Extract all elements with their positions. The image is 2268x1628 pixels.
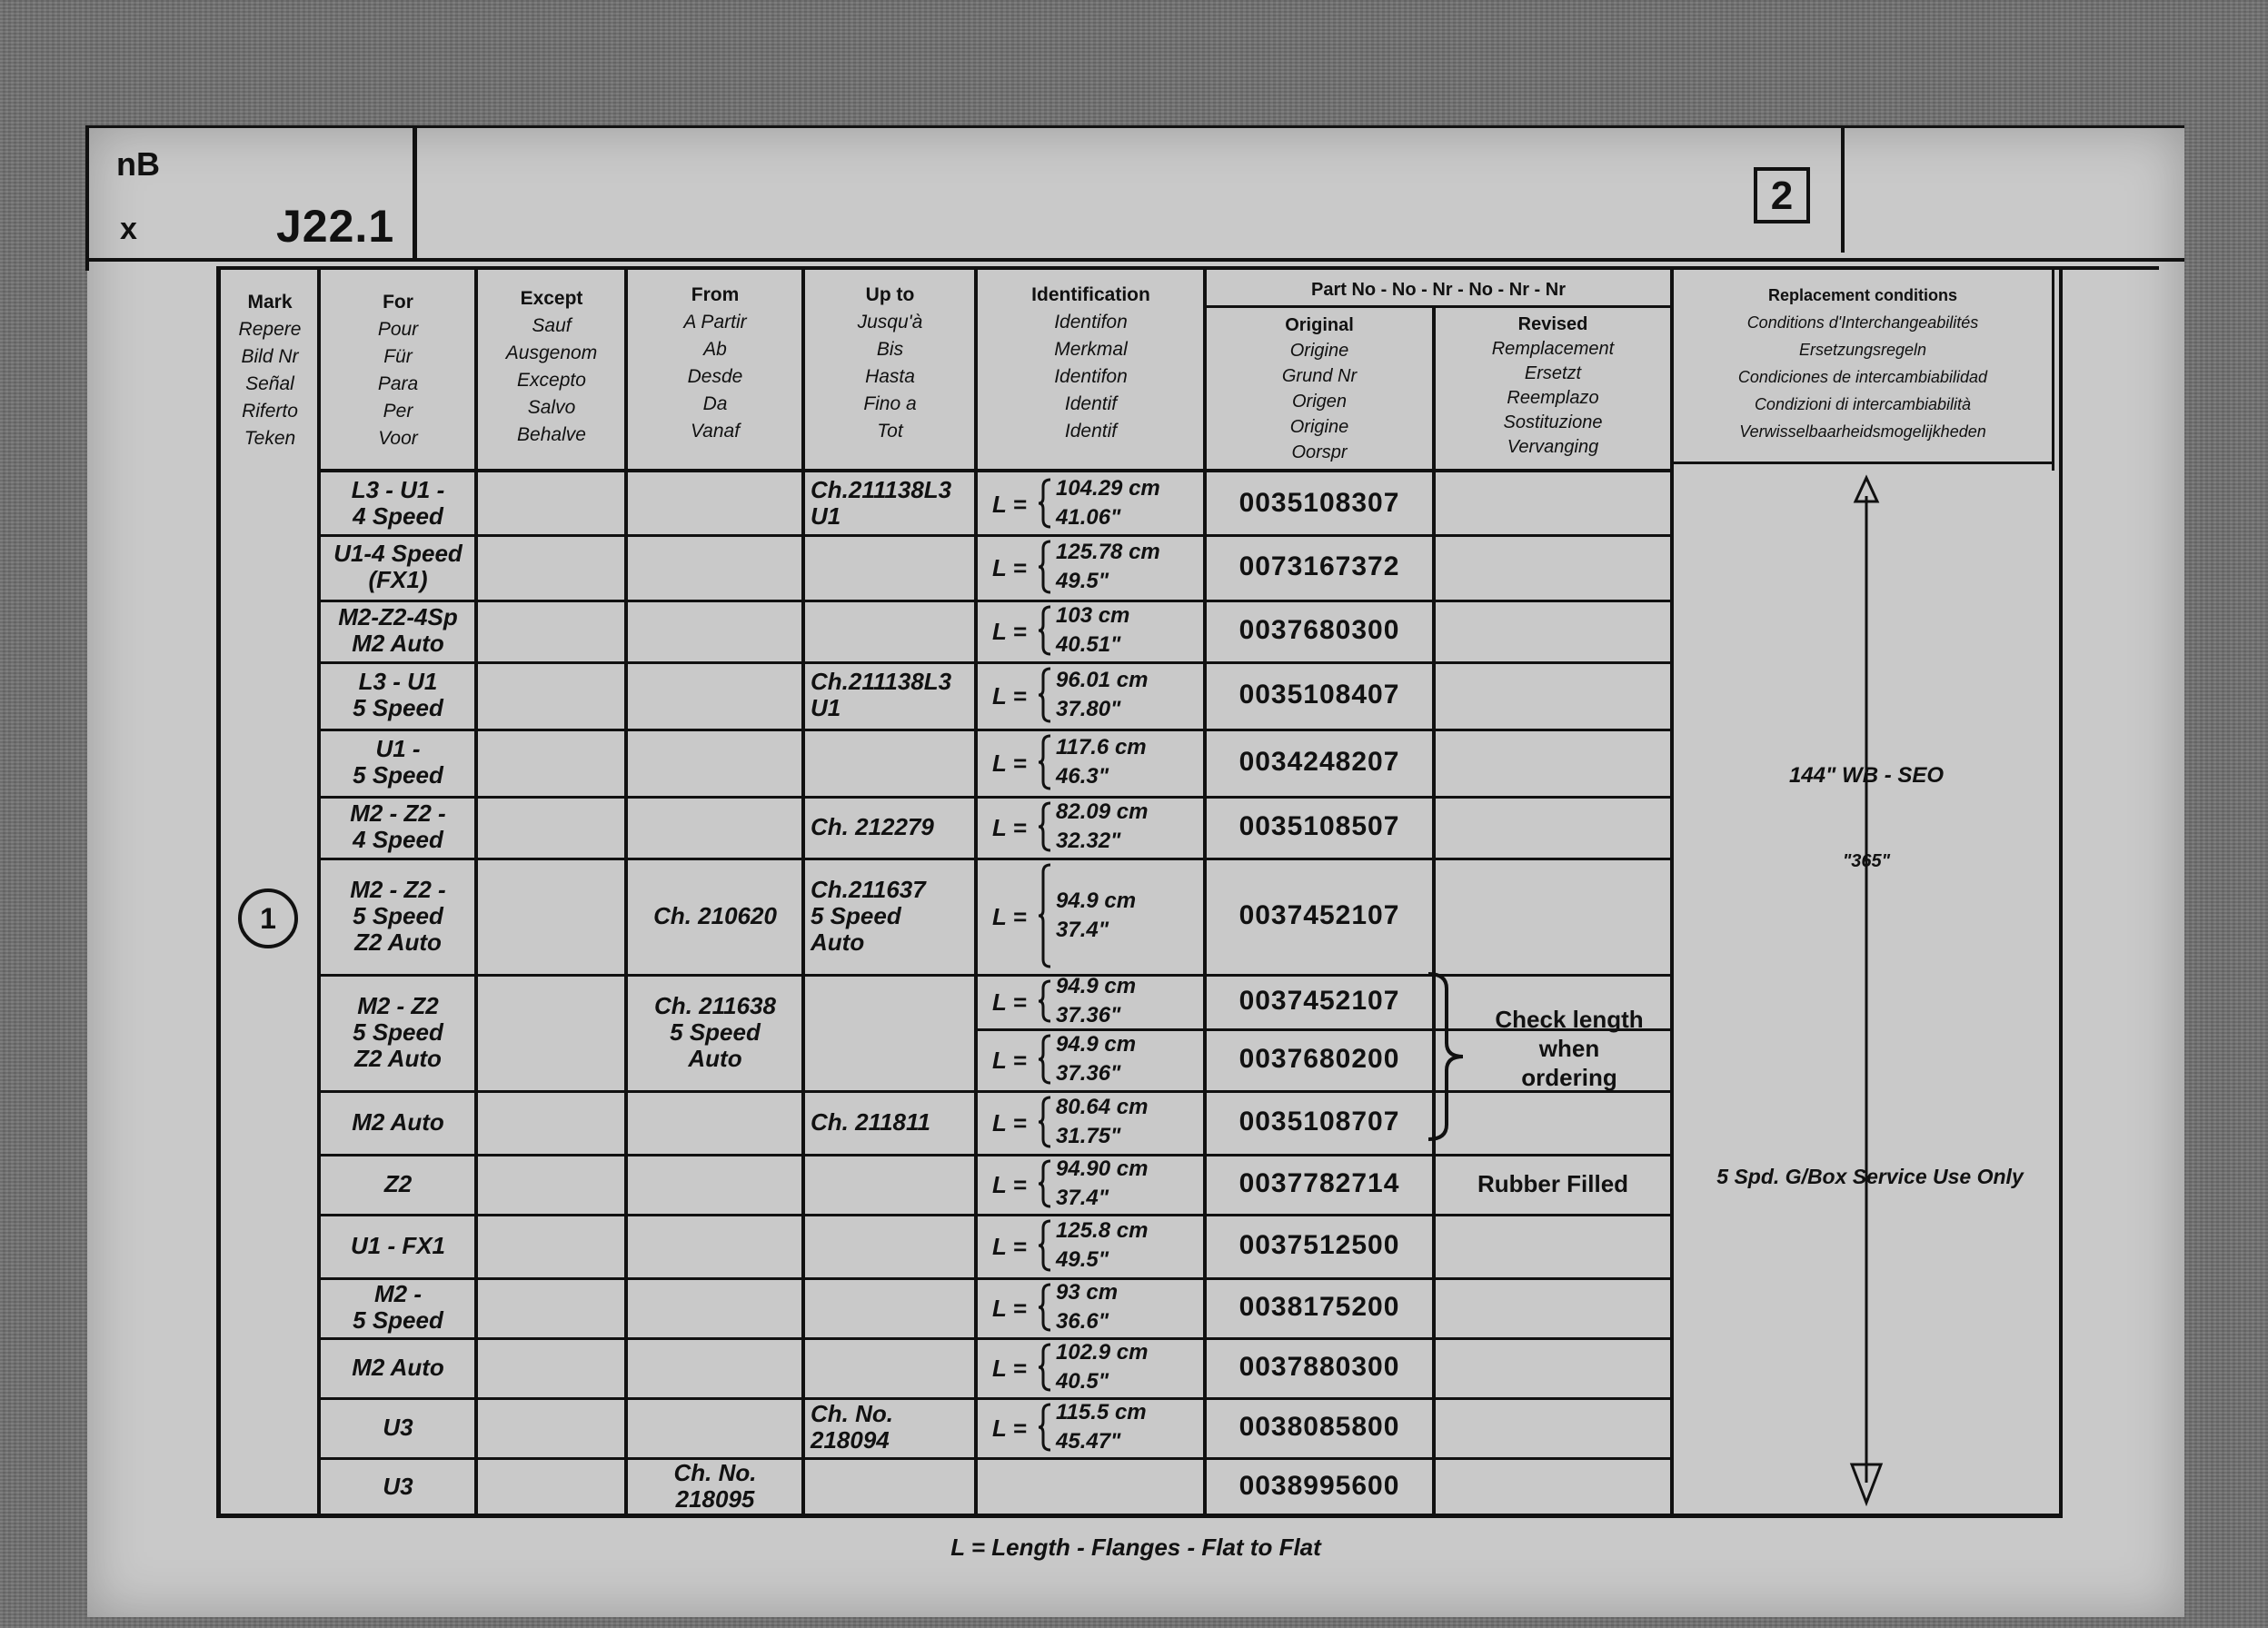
- row-separator: [321, 729, 1670, 731]
- header-left-border: [85, 125, 89, 271]
- microfiche-card: [87, 125, 2184, 1617]
- row-upto-cell: Ch.211138L3 U1: [811, 476, 952, 530]
- col-upto-header: Up to Jusqu'à Bis Hasta Fino a Tot: [857, 284, 923, 442]
- col-replacement-header: Replacement conditions Conditions d'Interchangeabilités Ersetzungsregeln Condiciones de intercambiabilidad Condizioni di intercambiabilità Verwisselbaarheidsmogelijkheden: [1737, 286, 1988, 441]
- row-for-cell: U1 - FX1: [350, 1231, 446, 1259]
- row-id-in: 37.36": [1056, 1003, 1121, 1027]
- row-id-cm: 94.9 cm: [1056, 1032, 1137, 1057]
- row-separator: [321, 1277, 1670, 1280]
- page-number-box: 2: [1754, 167, 1810, 223]
- row-separator: [321, 1397, 1670, 1400]
- row-for-cell: L3 - U1 5 Speed: [353, 668, 443, 721]
- row-separator: [321, 661, 1670, 664]
- header-bottom-border: [87, 258, 2184, 262]
- row-id-prefix: L =: [992, 554, 1027, 581]
- col-partno-header: Part No - No - Nr - No - Nr - Nr: [1311, 280, 1566, 300]
- header-divider-2: [1841, 125, 1845, 253]
- row-separator: [321, 858, 1670, 860]
- row-for-cell: U3: [383, 1413, 413, 1441]
- row-id-in: 40.5": [1056, 1369, 1109, 1394]
- row-id-brace: [1038, 979, 1052, 1023]
- row-id-cm: 94.90 cm: [1056, 1156, 1149, 1181]
- row-part-number: 0035108407: [1238, 680, 1400, 710]
- row-id-brace: [1038, 1219, 1052, 1272]
- row-id-brace: [1038, 1343, 1052, 1392]
- col-ident-header: Identification Identifon Merkmal Identifon Identif Identif: [1031, 284, 1150, 442]
- row-separator: [321, 1154, 1670, 1156]
- row-id-brace: [1038, 1159, 1052, 1208]
- row-id-in: 40.51": [1056, 632, 1121, 657]
- table-right-border: [2059, 266, 2063, 1517]
- row-id-prefix: L =: [992, 1047, 1027, 1074]
- row-part-number: 0038085800: [1238, 1412, 1400, 1442]
- row-upto-cell: Ch. 211811: [811, 1107, 931, 1136]
- row-separator: [321, 600, 1670, 602]
- row-part-number: 0038175200: [1238, 1292, 1400, 1322]
- row-id-prefix: L =: [992, 1355, 1027, 1382]
- replacement-header-line: [1670, 462, 2054, 464]
- row-id-prefix: L =: [992, 988, 1027, 1016]
- header-code: J22.1: [276, 201, 395, 252]
- row-for-cell: M2 Auto: [352, 1353, 444, 1381]
- row-part-number: 0038995600: [1238, 1471, 1400, 1501]
- row-separator: [321, 1457, 1670, 1460]
- row-from-cell: Ch. 211638 5 Speed Auto: [654, 991, 776, 1072]
- replacement-row-note: 5 Spd. G/Box Service Use Only: [1716, 1165, 2024, 1188]
- row-id-in: 37.4": [1056, 918, 1109, 942]
- row-id-prefix: L =: [992, 1109, 1027, 1137]
- table-left-border: [216, 266, 221, 1517]
- row-id-in: 37.4": [1056, 1186, 1109, 1210]
- row-for-cell: M2 - Z2 5 Speed Z2 Auto: [353, 991, 443, 1072]
- row-id-cm: 125.8 cm: [1056, 1218, 1149, 1243]
- row-id-cm: 82.09 cm: [1056, 799, 1149, 824]
- row-from-cell: Ch. No. 218095: [673, 1459, 757, 1513]
- row-id-in: 45.47": [1056, 1429, 1121, 1454]
- col-mark-header: Mark Repere Bild Nr Señal Riferto Teken: [238, 292, 302, 449]
- table-bottom-border: [216, 1514, 2063, 1518]
- row-id-brace: [1038, 1096, 1052, 1148]
- col-line-except: [624, 266, 628, 1517]
- row-id-cm: 125.78 cm: [1056, 540, 1160, 564]
- row-part-number: 0037880300: [1238, 1352, 1400, 1382]
- col-original-header: Original Origine Grund Nr Origen Origine Oorspr: [1281, 315, 1358, 462]
- row-id-brace: [1038, 1034, 1052, 1085]
- col-from-header: From A Partir Ab Desde Da Vanaf: [683, 284, 747, 442]
- row-for-cell: M2-Z2-4Sp M2 Auto: [338, 603, 458, 657]
- row-id-cm: 117.6 cm: [1056, 735, 1147, 759]
- row-part-number: 0037452107: [1238, 900, 1400, 930]
- replacement-sub-label: "365": [1842, 851, 1891, 871]
- row-id-prefix: L =: [992, 903, 1027, 930]
- row-id-brace: [1038, 1403, 1052, 1452]
- replacement-range-arrow: [1839, 474, 1894, 1506]
- check-length-brace: [1423, 970, 1474, 1143]
- header-top-border: [87, 125, 2184, 128]
- row-id-prefix: L =: [992, 1171, 1027, 1198]
- row-for-cell: U3: [383, 1472, 413, 1500]
- replacement-main-label: 144" WB - SEO: [1788, 763, 1945, 788]
- row-for-cell: M2 - 5 Speed: [353, 1280, 443, 1334]
- header-x: x: [120, 212, 137, 246]
- row-id-prefix: L =: [992, 1233, 1027, 1260]
- row-id-cm: 93 cm: [1056, 1280, 1119, 1305]
- col-line-revised: [1670, 266, 1674, 1517]
- col-for-header: For Pour Für Para Per Voor: [377, 292, 419, 449]
- row-id-in: 36.6": [1056, 1309, 1109, 1334]
- row-for-cell: M2 - Z2 - 5 Speed Z2 Auto: [350, 875, 446, 956]
- header-nb: nB: [116, 145, 160, 183]
- row-id-in: 37.36": [1056, 1061, 1121, 1086]
- col-except-header: Except Sauf Ausgenom Excepto Salvo Behalve: [505, 288, 598, 445]
- check-length-note: Check length when ordering: [1495, 1006, 1644, 1091]
- col-line-original: [1432, 307, 1436, 1517]
- footer-note: L = Length - Flanges - Flat to Flat: [950, 1534, 1321, 1561]
- row-id-prefix: L =: [992, 1295, 1027, 1322]
- row-part-number: 0073167372: [1238, 551, 1400, 581]
- row-id-brace: [1038, 801, 1052, 852]
- row-id-brace: [1038, 605, 1052, 656]
- row-id-cm: 94.9 cm: [1056, 974, 1137, 998]
- row-id-in: 41.06": [1056, 505, 1121, 530]
- row-id-brace: [1038, 478, 1052, 529]
- row-id-cm: 94.9 cm: [1056, 888, 1137, 913]
- row-id-brace: [1038, 1283, 1052, 1332]
- row-id-in: 46.3": [1056, 764, 1109, 789]
- row-id-prefix: L =: [992, 618, 1027, 645]
- row-id-prefix: L =: [992, 682, 1027, 710]
- row-separator: [321, 1214, 1670, 1216]
- row-id-cm: 104.29 cm: [1056, 476, 1160, 501]
- row-upto-cell: Ch. 212279: [811, 812, 934, 840]
- row-id-in: 31.75": [1056, 1124, 1121, 1148]
- row-id-cm: 80.64 cm: [1056, 1095, 1149, 1119]
- row-id-brace: [1038, 734, 1052, 790]
- header-divider-1: [413, 125, 417, 262]
- row-part-number: 0035108307: [1238, 488, 1400, 518]
- row-separator: [321, 1337, 1670, 1340]
- row-for-cell: Z2: [383, 1169, 413, 1197]
- row-separator: [321, 534, 1670, 537]
- row-for-cell: M2 - Z2 - 4 Speed: [350, 799, 446, 853]
- row-id-brace: [1038, 863, 1052, 968]
- row-id-prefix: L =: [992, 491, 1027, 518]
- row-id-cm: 103 cm: [1056, 603, 1130, 628]
- row-id-cm: 115.5 cm: [1056, 1400, 1147, 1424]
- row-for-cell: U1 - 5 Speed: [353, 735, 443, 789]
- row-for-cell: L3 - U1 - 4 Speed: [351, 476, 445, 530]
- row-id-cm: 96.01 cm: [1056, 668, 1149, 692]
- row-upto-cell: Ch. No. 218094: [811, 1400, 893, 1454]
- row-part-number: 0035108507: [1238, 811, 1400, 841]
- row-id-brace: [1038, 540, 1052, 594]
- col-revised-header: Revised Remplacement Ersetzt Reemplazo Sostituzione Vervanging: [1491, 314, 1615, 457]
- row-part-number: 0034248207: [1238, 747, 1400, 777]
- row-part-number: 0037680300: [1238, 615, 1400, 645]
- row-for-cell: U1-4 Speed (FX1): [333, 540, 463, 593]
- mark-circle-1: 1: [238, 888, 298, 948]
- row-revised-cell: Rubber Filled: [1477, 1170, 1629, 1197]
- row-from-cell: Ch. 210620: [653, 901, 777, 929]
- row-part-number: 0035108707: [1238, 1107, 1400, 1137]
- table-top-border: [218, 266, 2159, 270]
- row-part-number: 0037452107: [1238, 986, 1400, 1016]
- row-id-brace: [1038, 667, 1052, 723]
- row-upto-cell: Ch.211637 5 Speed Auto: [811, 875, 926, 956]
- row-part-number: 0037512500: [1238, 1230, 1400, 1260]
- row-id-in: 37.80": [1056, 697, 1121, 721]
- row-for-cell: M2 Auto: [352, 1107, 444, 1136]
- partno-subheader-line: [1203, 305, 1670, 308]
- row-separator: [321, 796, 1670, 799]
- col-line-repl-inner: [2052, 266, 2054, 471]
- row-id-prefix: L =: [992, 814, 1027, 841]
- row-id-in: 32.32": [1056, 829, 1121, 853]
- row-id-in: 49.5": [1056, 1247, 1109, 1272]
- header-row-bottom: [317, 469, 1670, 472]
- row-id-in: 49.5": [1056, 569, 1109, 593]
- row-part-number: 0037782714: [1238, 1168, 1400, 1198]
- row-id-prefix: L =: [992, 749, 1027, 777]
- row-id-cm: 102.9 cm: [1056, 1340, 1149, 1365]
- row-id-prefix: L =: [992, 1415, 1027, 1442]
- row-upto-cell: Ch.211138L3 U1: [811, 668, 952, 721]
- row-part-number: 0037680200: [1238, 1044, 1400, 1074]
